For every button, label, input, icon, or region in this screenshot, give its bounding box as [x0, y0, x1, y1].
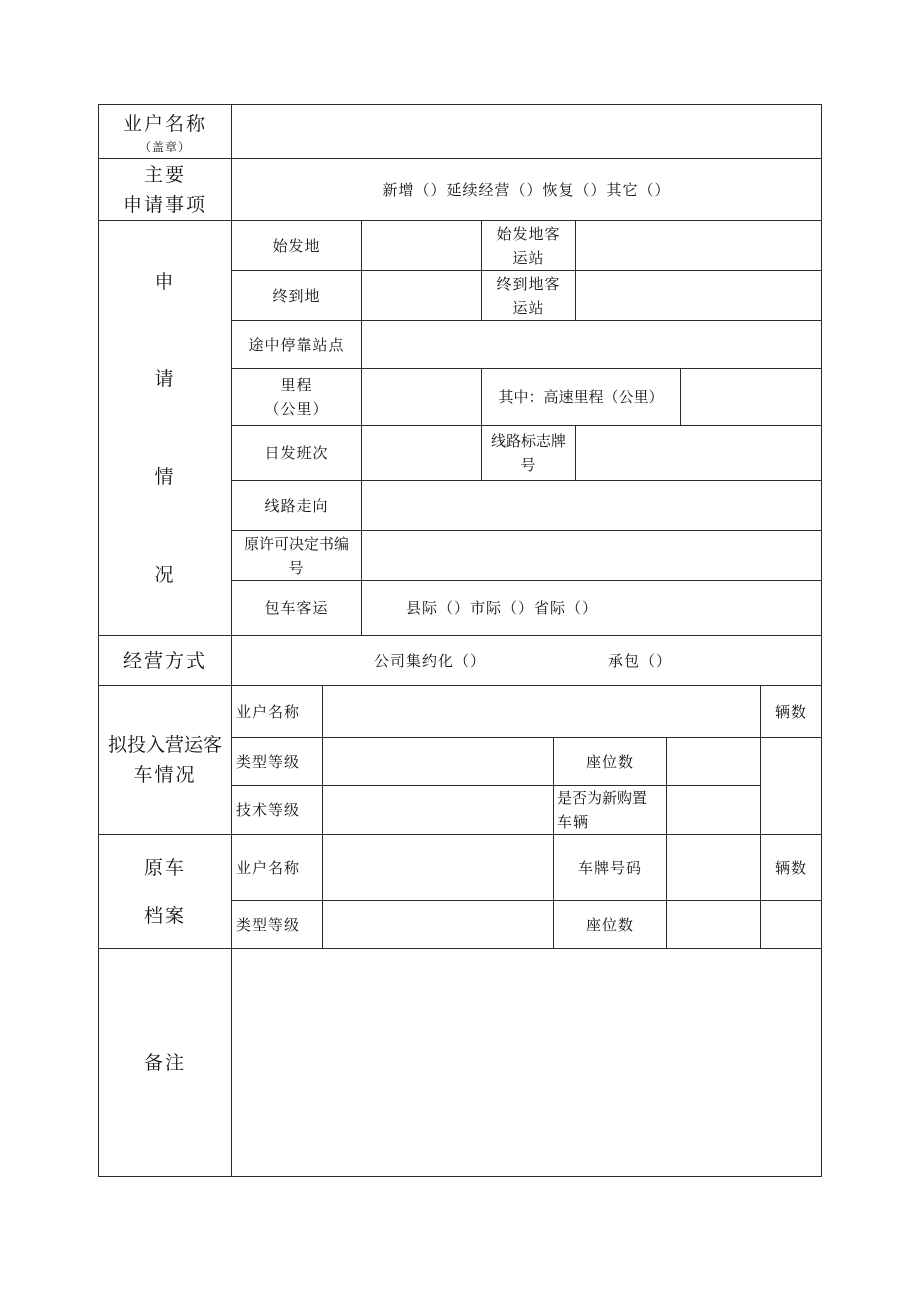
origin-station-label	[482, 221, 575, 270]
new-purchase-label-2: 车辆	[557, 813, 590, 831]
original-count-field[interactable]	[761, 901, 821, 948]
planned-seats-field[interactable]	[667, 738, 760, 785]
daily-trips-field[interactable]	[362, 426, 481, 480]
permit-no-field[interactable]	[362, 531, 821, 580]
applicant-name-label: 业户名称	[122, 112, 207, 135]
applicant-name-field[interactable]	[232, 105, 821, 158]
route-sign-label	[482, 426, 575, 480]
original-plate-label: 车牌号码	[577, 858, 642, 877]
permit-no-label-1: 原许可决定书编	[243, 534, 349, 553]
mileage-label	[232, 369, 361, 425]
charter-options[interactable]: 县际（）市际（）省际（）	[405, 599, 598, 617]
planned-seats-label: 座位数	[585, 752, 634, 771]
operation-label: 经营方式	[122, 649, 207, 672]
permit-no-label-2: 号	[288, 558, 305, 577]
destination-field[interactable]	[362, 271, 481, 320]
mileage-field[interactable]	[362, 369, 481, 425]
origin-label: 始发地	[272, 236, 321, 255]
table-border-right	[821, 104, 822, 1177]
operation-contract-option[interactable]: 承包（）	[607, 651, 672, 670]
route-direction-label: 线路走向	[264, 496, 329, 515]
destination-station-field[interactable]	[576, 271, 821, 320]
planned-type-label: 类型等级	[236, 752, 301, 771]
application-section-char: 情	[154, 466, 176, 488]
original-vehicles-label	[99, 835, 231, 948]
original-count-label: 辆数	[774, 858, 807, 877]
original-type-field[interactable]	[323, 901, 553, 948]
permit-no-label	[232, 531, 361, 580]
mileage-label-2: （公里）	[264, 400, 329, 418]
remarks-label: 备注	[143, 1051, 186, 1074]
table-border-bottom	[98, 1176, 822, 1177]
original-seats-label: 座位数	[585, 915, 634, 934]
planned-tech-field[interactable]	[323, 786, 553, 834]
new-purchase-label-1: 是否为新购置	[557, 789, 648, 807]
application-section-char: 请	[154, 368, 176, 390]
route-sign-label-2: 号	[520, 456, 537, 474]
route-sign-field[interactable]	[576, 426, 821, 480]
main-items-options[interactable]: 新增（）延续经营（）恢复（）其它（）	[382, 180, 671, 199]
origin-station-label-1: 始发地客	[496, 224, 561, 243]
application-section-char: 况	[154, 564, 176, 586]
route-sign-label-1: 线路标志牌	[490, 432, 566, 450]
planned-owner-label: 业户名称	[236, 702, 301, 721]
mileage-label-1: 里程	[280, 376, 313, 394]
highway-mileage-label: 其中：高速里程（公里）	[498, 388, 664, 406]
remarks-field[interactable]	[232, 949, 821, 1176]
origin-station-field[interactable]	[576, 221, 821, 270]
origin-field[interactable]	[362, 221, 481, 270]
origin-station-label-2: 运站	[512, 248, 545, 267]
destination-station-label-1: 终到地客	[496, 274, 561, 293]
applicant-label-cell	[99, 105, 231, 158]
original-plate-field[interactable]	[667, 835, 760, 900]
operation-company-option[interactable]: 公司集约化（）	[373, 651, 486, 670]
planned-vehicles-label-line2: 车情况	[133, 764, 197, 786]
original-type-label: 类型等级	[236, 915, 301, 934]
planned-tech-label: 技术等级	[236, 801, 301, 819]
main-items-label-line1: 主要	[143, 163, 186, 186]
route-direction-field[interactable]	[362, 481, 821, 530]
application-section-char: 申	[154, 271, 176, 293]
destination-label: 终到地	[272, 286, 321, 305]
seal-note: （盖章）	[138, 139, 191, 154]
planned-owner-field[interactable]	[323, 686, 760, 737]
original-owner-field[interactable]	[323, 835, 553, 900]
planned-type-field[interactable]	[323, 738, 553, 785]
destination-station-label	[482, 271, 575, 320]
original-owner-label: 业户名称	[236, 858, 301, 877]
highway-mileage-field[interactable]	[681, 369, 821, 425]
stops-label: 途中停靠站点	[248, 335, 345, 354]
daily-trips-label: 日发班次	[264, 444, 329, 462]
new-purchase-label	[554, 786, 666, 834]
original-seats-field[interactable]	[667, 901, 760, 948]
planned-count-field[interactable]	[761, 738, 821, 834]
planned-vehicles-label-line1: 拟投入营运客	[107, 734, 222, 756]
original-vehicles-label-line1: 原车	[143, 856, 186, 879]
new-purchase-field[interactable]	[667, 786, 760, 834]
original-vehicles-label-line2: 档案	[143, 904, 186, 927]
main-items-label-cell	[99, 159, 231, 220]
destination-station-label-2: 运站	[512, 298, 545, 317]
charter-label: 包车客运	[264, 599, 329, 617]
planned-count-label: 辆数	[774, 702, 807, 721]
main-items-label-line2: 申请事项	[122, 193, 207, 216]
planned-vehicles-label	[99, 686, 231, 834]
stops-field[interactable]	[362, 321, 821, 368]
